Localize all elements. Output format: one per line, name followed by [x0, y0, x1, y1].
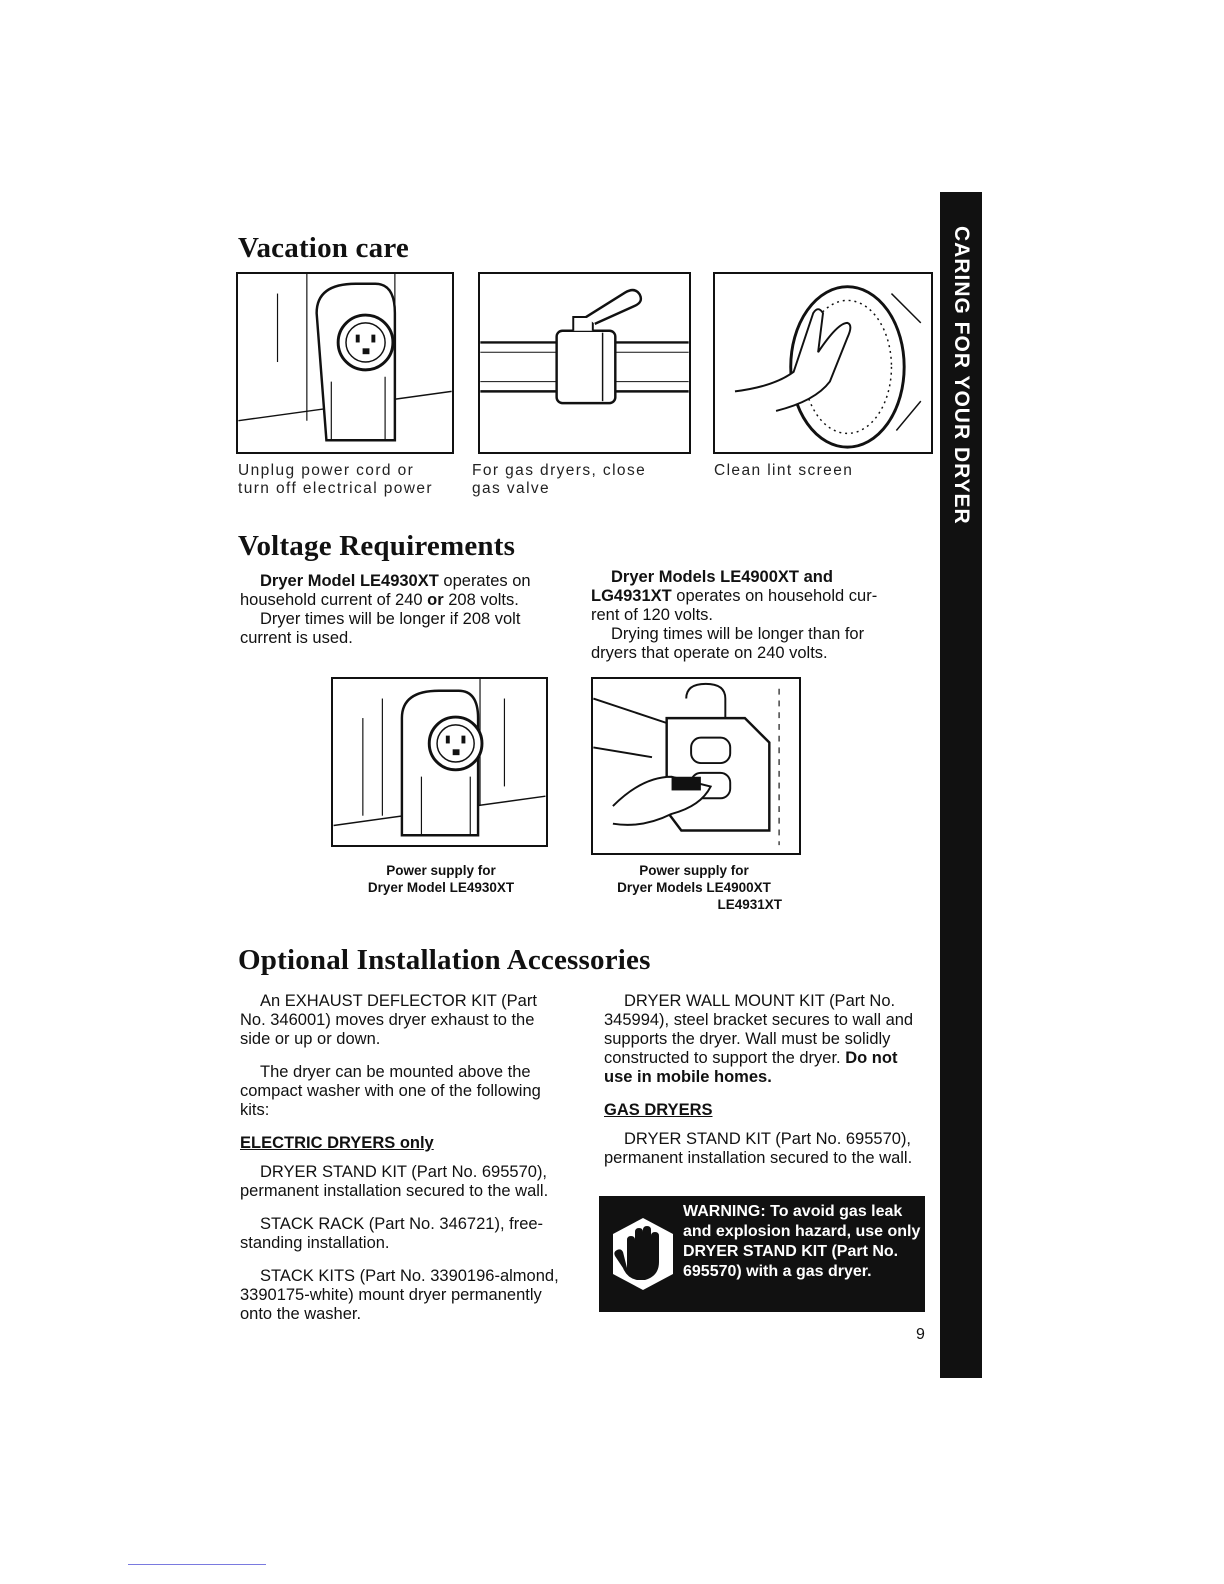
- fig-caption-120: Power supply for Dryer Models LE4900XT LE4931XT: [617, 863, 782, 912]
- voltage-right-text: Dryer Models LE4900XT and LG4931XT operates on household cur- rent of 120 volts. Drying times will be longer than for dryers that operate on 240 volts.: [591, 568, 878, 662]
- wall-outlet-figure: [236, 272, 454, 454]
- power-supply-120-figure: [591, 677, 801, 855]
- accessories-left-column: An EXHAUST DEFLECTOR KIT (Part No. 346001) moves dryer exhaust to the side or up or down. The dryer can be mounted above the compact washer with one of the following kits: ELECTRIC DRYERS only DRYER STAND KIT (Part No. 695570), permanent installation secured to the wall. STACK RACK (Part No. 346721), free-standing installation. STACK KITS (Part No. 3390196-almond, 3390175-white) mount dryer permanently onto the washer.: [240, 992, 562, 1338]
- voltage-requirements-heading: Voltage Requirements: [238, 530, 516, 562]
- page-number: 9: [916, 1326, 925, 1343]
- sidebar-label: CARING FOR YOUR DRYER: [950, 226, 973, 525]
- gas-warning-box: [599, 1196, 925, 1312]
- wall-outlet-icon: [333, 679, 546, 845]
- fig-caption-240: Power supply for Dryer Model LE4930XT: [367, 863, 515, 895]
- voltage-left-text: Dryer Model LE4930XT operates on household current of 240 or 208 volts. Dryer times will be longer if 208 volt current is used.: [240, 572, 531, 647]
- lint-screen-icon: [715, 274, 931, 452]
- caption-lint-screen: Clean lint screen: [714, 462, 854, 479]
- gas-valve-icon: [480, 274, 689, 452]
- power-supply-240-figure: [331, 677, 548, 847]
- electric-dryers-heading: ELECTRIC DRYERS only: [240, 1134, 434, 1152]
- sidebar-tab: [940, 192, 982, 1378]
- receptacle-icon: [593, 679, 799, 853]
- footer-rule: [128, 1564, 266, 1565]
- caption-gas-valve: For gas dryers, close gas valve: [472, 462, 647, 497]
- caption-unplug: Unplug power cord or turn off electrical power: [238, 462, 433, 497]
- warning-text: WARNING: To avoid gas leak and explosion hazard, use only DRYER STAND KIT (Part No. 695570) with a gas dryer.: [683, 1203, 921, 1280]
- gas-dryers-heading: GAS DRYERS: [604, 1101, 713, 1119]
- wall-outlet-icon: [238, 274, 452, 452]
- hand-stop-icon: [607, 1216, 679, 1292]
- vacation-care-heading: Vacation care: [238, 232, 409, 264]
- gas-valve-figure: [478, 272, 691, 454]
- accessories-right-column: DRYER WALL MOUNT KIT (Part No. 345994), steel bracket secures to wall and supports the dryer. Wall must be solidly constructed to support the dryer. Do not use in mobile homes. GAS DRYERS DRYER STAND KIT (Part No. 695570), permanent installation secured to the wall.: [604, 992, 922, 1182]
- lint-screen-figure: [713, 272, 933, 454]
- optional-accessories-heading: Optional Installation Accessories: [238, 944, 651, 976]
